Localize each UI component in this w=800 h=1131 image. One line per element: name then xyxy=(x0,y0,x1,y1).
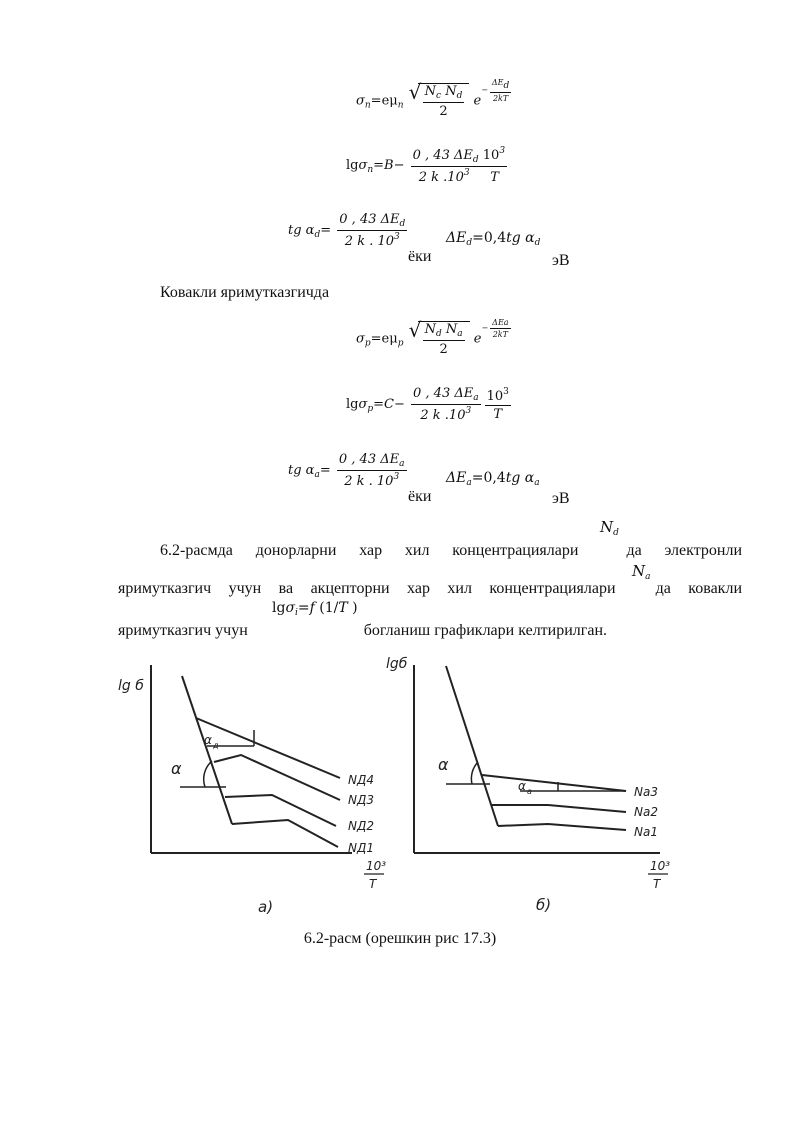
right-label-na3: Nа3 xyxy=(634,785,658,799)
formula-lg-sigma-p: lgσ$_p$=C− $\frac{0 , 43 \Delta E_a}{2 k .10^3}$ $\frac{10^3}{T}$ xyxy=(346,386,509,423)
right-graph xyxy=(414,665,660,853)
para-line-1: 6.2-расмда донорларни хар хил концентрациялари да электронли xyxy=(160,542,743,559)
left-alpha-label: α xyxy=(171,759,182,778)
left-label-nd1: NД1 xyxy=(348,841,374,855)
right-line-na2 xyxy=(492,805,626,812)
right-ylabel: lgб xyxy=(386,656,408,672)
formula-delta-ed: $\Delta E_d=0,4tg$ $\alpha_d$ xyxy=(446,230,541,248)
right-xlabel-num: 10³ xyxy=(650,859,671,873)
right-panel-label: б) xyxy=(536,896,552,914)
hole-semiconductor-heading: Ковакли яримутказгичда xyxy=(160,284,330,301)
var-na: $N_a$ xyxy=(632,562,651,582)
right-steep-line xyxy=(446,666,498,826)
left-alphad-label: α xyxy=(204,733,212,747)
right-alpha-arc xyxy=(471,762,478,784)
formula-lg-sigma-n: lgσ$_n$=B− $\frac{0 , 43 \Delta E_d 10^3}{2 k .10^3 T}$ xyxy=(346,146,506,185)
para-line-3: яримутказгич учун богланиш графиклари келтирилган. xyxy=(118,622,608,639)
para-line-2: яримутказгич учун ва акцепторни хар хил концентрациялари да ковакли xyxy=(118,580,743,597)
left-panel-label: а) xyxy=(258,898,274,916)
left-xlabel-num: 10³ xyxy=(366,859,387,873)
right-line-na1 xyxy=(498,824,626,830)
left-steep-line xyxy=(182,676,232,824)
left-ylabel: lg б xyxy=(118,678,144,694)
right-alphaa-sub: а xyxy=(527,787,532,796)
left-label-nd2: NД2 xyxy=(348,819,374,833)
func-lg-sigma-i: lgσ$_i$=f (1/T ) xyxy=(272,600,358,618)
unit-ev-1: эВ xyxy=(552,252,570,269)
right-xlabel-den: T xyxy=(653,877,661,891)
formula-delta-ea: $\Delta E_a=0,4tg$ $\alpha_a$ xyxy=(446,470,540,488)
left-alphad-sub: д xyxy=(213,741,219,750)
right-alpha-label: α xyxy=(438,755,449,774)
left-line-nd1 xyxy=(232,820,338,847)
right-label-na1: Nа1 xyxy=(634,825,658,839)
right-labels xyxy=(386,656,670,914)
left-alpha-arc xyxy=(204,761,212,787)
right-line-na3 xyxy=(482,775,626,791)
formula-sigma-p: $\sigma_p=e\mu_p$ √ $\frac{N_d N_a}{2}$ e− $\frac{\text{ΔEa}}{2kT}$ xyxy=(356,318,513,357)
left-labels xyxy=(118,678,386,916)
formula-tg-alpha-d: tg $\alpha_d=$ $\frac{0 , 43 \Delta E_d}{2 k . 10^3}$ xyxy=(288,212,406,249)
figure-caption: 6.2-расм (орешкин рис 17.3) xyxy=(303,930,497,947)
right-label-na2: Nа2 xyxy=(634,805,658,819)
word-yoki-2: ёки xyxy=(408,488,432,505)
formula-sigma-n: $\sigma_n=e\mu_n$ √ $\frac{N_c N_d}{2}$ e− $\frac{\text{ΔEd}}{2kT}$ xyxy=(356,78,513,119)
unit-ev-2: эВ xyxy=(552,490,570,507)
left-line-nd3 xyxy=(214,755,340,800)
left-label-nd4: NД4 xyxy=(348,773,374,787)
left-label-nd3: NД3 xyxy=(348,793,374,807)
right-alphaa-label: α xyxy=(518,779,526,793)
formula-tg-alpha-a: tg $\alpha_a=$ $\frac{0 , 43 \Delta E_a}{2 k . 10^3}$ xyxy=(288,452,405,489)
var-nd: $N_d$ xyxy=(600,518,619,538)
left-xlabel-den: T xyxy=(369,877,377,891)
word-yoki-1: ёки xyxy=(408,248,432,265)
